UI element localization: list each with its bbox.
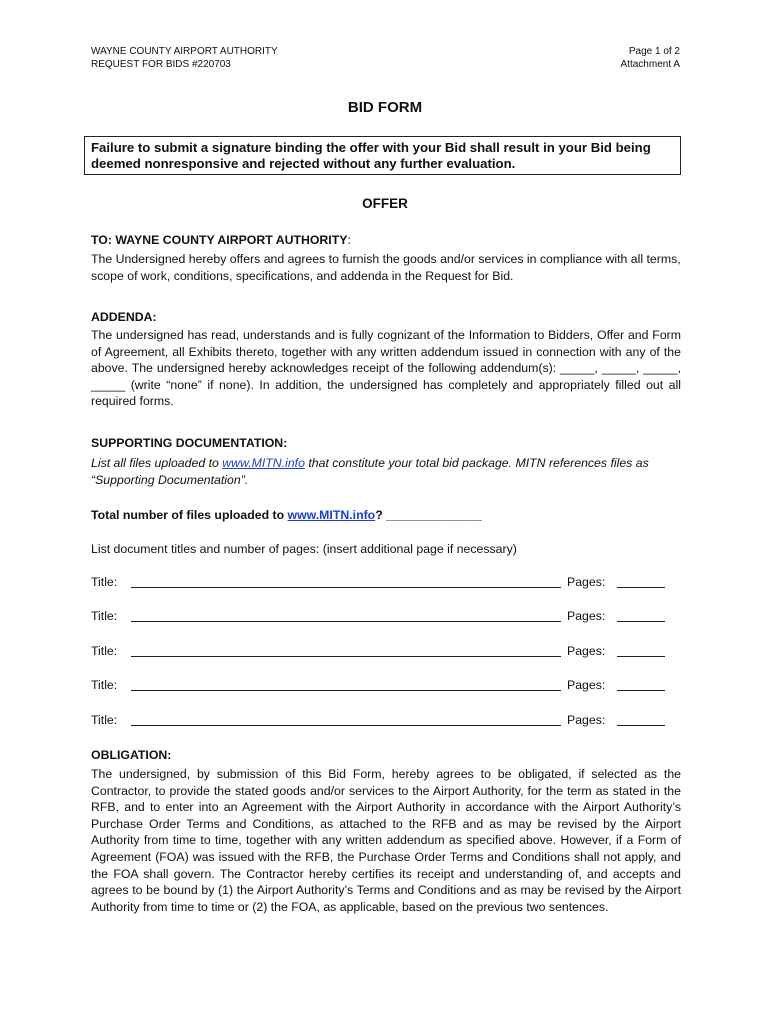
mitn-link[interactable]: www.MITN.info	[222, 456, 305, 470]
supporting-instructions	[91, 455, 681, 488]
offer-to-label: TO: WAYNE COUNTY AIRPORT AUTHORITY	[91, 233, 348, 247]
offer-heading: OFFER	[362, 196, 408, 211]
pages-label: Pages:	[567, 609, 606, 623]
total-files-label: Total number of files uploaded to	[91, 508, 288, 522]
pages-field[interactable]	[617, 656, 665, 657]
obligation-body: The undersigned, by submission of this Bid Form, hereby agrees to be obligated, if selected as the Contractor, to provide the stated goods and/or services to the Airport Authority, for the term as stated in the RFB, and to enter into an Agreement with the Airport Authority in accordance with the Airport Authority’s Purchase Order Terms and Conditions, as attached to the RFB and as may be revised by the Airport Authority from time to time, together with any written addendum as specified above. However, if a Form of Agreement (FOA) was issued with the RFB, the Purchase Order Terms and Conditions shall not apply, and the FOA shall govern. The Contractor hereby certifies its receipt and understanding of, and accepts and agrees to be bound by (1) the Airport Authority’s Terms and Conditions and as may be revised by the Airport Authority from time to time or (2) the FOA, as applicable, based on the previous two sentences.	[91, 767, 681, 914]
title-field[interactable]	[131, 621, 561, 622]
total-files-line	[91, 507, 681, 524]
pages-label: Pages:	[567, 713, 606, 727]
addenda-heading: ADDENDA:	[91, 310, 157, 324]
pages-field[interactable]	[617, 587, 665, 588]
addenda-body: The undersigned has read, understands and is fully cognizant of the Information to Bidders, Offer and Form of Agreement, all Exhibits thereto, together with any written addendum issued in connection with any of the above. The undersigned hereby acknowledges receipt of the following addendum(s): _____, _____, _____, _____ (write “none” if none). In addition, the undersigned has completely and appropriately filled out all required forms.	[91, 328, 681, 409]
document-row	[91, 575, 681, 593]
document-row	[91, 644, 681, 662]
document-row	[91, 713, 681, 731]
header-right	[621, 45, 680, 71]
obligation-heading: OBLIGATION:	[91, 748, 172, 762]
header-left	[91, 45, 278, 71]
title-field[interactable]	[131, 690, 561, 691]
pages-field[interactable]	[617, 725, 665, 726]
title-field[interactable]	[131, 725, 561, 726]
pages-field[interactable]	[617, 690, 665, 691]
document-row	[91, 609, 681, 627]
notice-box: Failure to submit a signature binding the offer with your Bid shall result in your Bid being deemed nonresponsive and rejected without any further evaluation.	[84, 136, 681, 175]
offer-to-colon: :	[347, 233, 351, 247]
form-title: BID FORM	[347, 99, 423, 116]
title-field[interactable]	[131, 656, 561, 657]
pages-label: Pages:	[567, 678, 606, 692]
title-label: Title:	[91, 678, 118, 692]
list-instruction: List document titles and number of pages: (insert additional page if necessary)	[91, 542, 517, 556]
title-field[interactable]	[131, 587, 561, 588]
supporting-heading: SUPPORTING DOCUMENTATION:	[91, 436, 288, 450]
pages-label: Pages:	[567, 575, 606, 589]
header-rfb: REQUEST FOR BIDS #220703	[91, 59, 231, 70]
pages-field[interactable]	[617, 621, 665, 622]
supporting-text-before: List all files uploaded to	[91, 456, 223, 470]
total-files-blank[interactable]: ______________	[386, 508, 482, 522]
mitn-link-total[interactable]: www.MITN.info	[287, 508, 376, 522]
title-label: Title:	[91, 575, 118, 589]
title-label: Title:	[91, 644, 118, 658]
offer-to	[91, 232, 681, 249]
offer-body: The Undersigned hereby offers and agrees to furnish the goods and/or services in compliance with all terms, scope of work, conditions, specifications, and addenda in the Request for Bid.	[91, 252, 681, 283]
document-row	[91, 678, 681, 696]
header-org: WAYNE COUNTY AIRPORT AUTHORITY	[91, 46, 278, 57]
pages-label: Pages:	[567, 644, 606, 658]
title-label: Title:	[91, 713, 118, 727]
header-attachment: Attachment A	[620, 59, 680, 70]
header-page: Page 1 of 2	[628, 46, 680, 57]
title-label: Title:	[91, 609, 118, 623]
total-files-qmark: ?	[375, 508, 387, 522]
supporting-text-after: that constitute your total bid package. MITN references files as “Supporting Documentation”.	[91, 456, 649, 487]
